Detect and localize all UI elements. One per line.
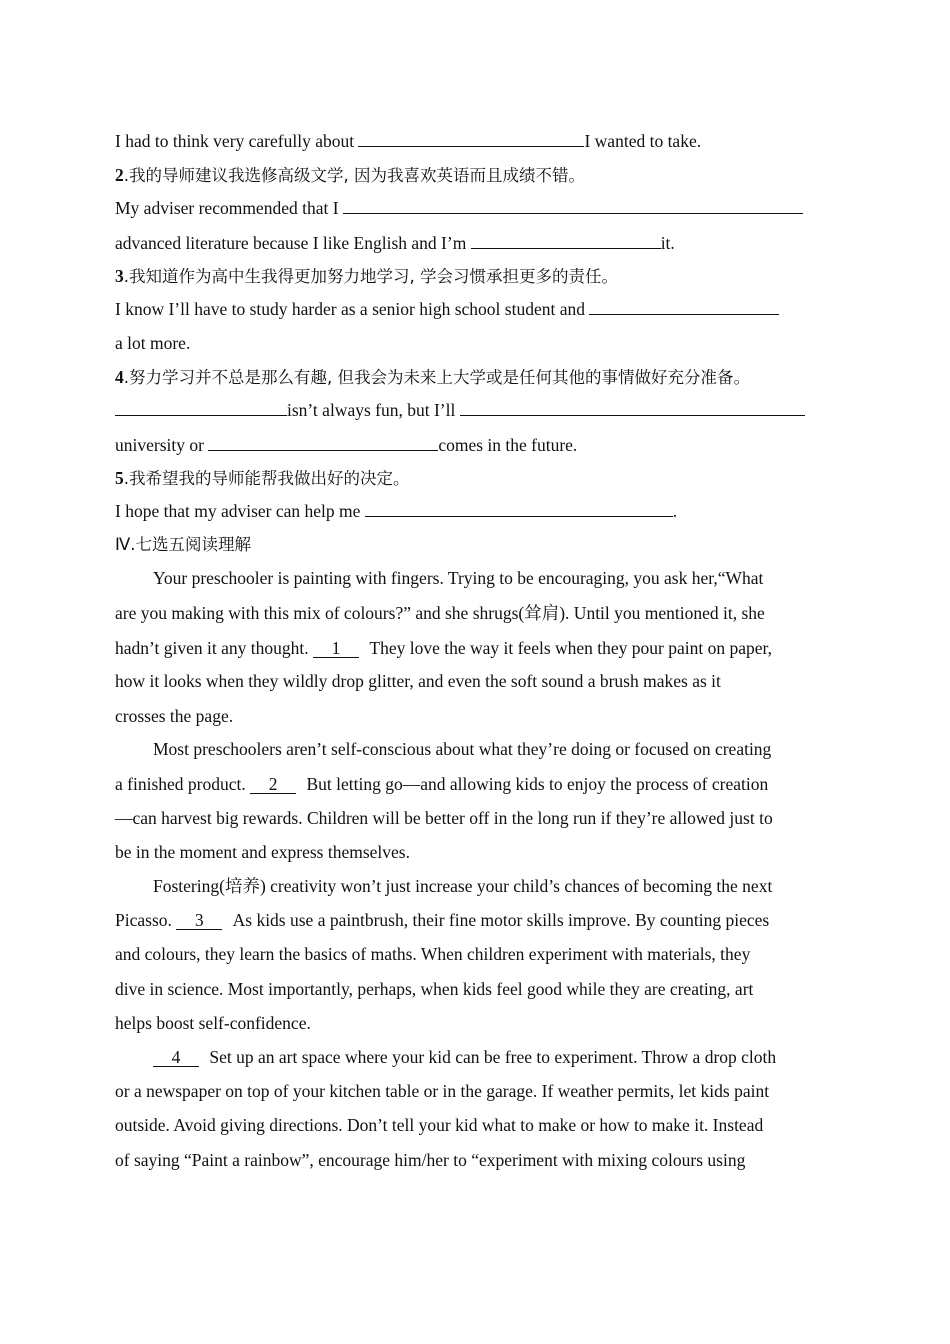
- blank-4[interactable]: 4: [153, 1048, 199, 1067]
- text: advanced literature because I like English and I’m: [115, 233, 467, 253]
- text: a finished product.: [115, 774, 246, 794]
- answer-blank[interactable]: [589, 297, 779, 315]
- chinese-prompt: .我知道作为高中生我得更加努力地学习, 学会习惯承担更多的责任。: [123, 267, 618, 286]
- text: I hope that my adviser can help me: [115, 501, 361, 521]
- blank-1[interactable]: 1: [313, 639, 359, 658]
- passage-line: Your preschooler is painting with fingers. Trying to be encouraging, you ask her,“What: [153, 568, 764, 588]
- question-5-chinese: [115, 466, 840, 491]
- passage-line: [153, 1045, 840, 1069]
- question-number: 5: [115, 468, 124, 488]
- question-2-line-1: [115, 196, 840, 220]
- passage-line: Fostering(培养) creativity won’t just increase your child’s chances of becoming the next: [153, 876, 773, 896]
- question-4-chinese: [115, 365, 840, 390]
- answer-blank[interactable]: [343, 196, 803, 214]
- translation-line: [115, 129, 840, 153]
- blank-3[interactable]: 3: [176, 911, 222, 930]
- question-4-line-2: [115, 433, 840, 457]
- text: I wanted to take.: [584, 131, 702, 151]
- chinese-prompt: .我希望我的导师能帮我做出好的决定。: [123, 469, 410, 488]
- text: I had to think very carefully about: [115, 131, 355, 151]
- text: I know I’ll have to study harder as a senior high school student and: [115, 299, 585, 319]
- answer-blank[interactable]: [115, 398, 287, 416]
- passage-line: be in the moment and express themselves.: [115, 842, 410, 862]
- passage-line: and colours, they learn the basics of maths. When children experiment with materials, they: [115, 944, 751, 964]
- text: Picasso.: [115, 910, 172, 930]
- answer-blank[interactable]: [460, 398, 805, 416]
- question-3-line-1: [115, 297, 840, 321]
- text: isn’t always fun, but I’ll: [287, 400, 456, 420]
- passage-line: [115, 908, 840, 932]
- passage-line: [115, 772, 840, 796]
- passage-line: how it looks when they wildly drop glitter, and even the soft sound a brush makes as it: [115, 671, 721, 691]
- answer-blank[interactable]: [471, 231, 661, 249]
- passage-line: outside. Avoid giving directions. Don’t tell your kid what to make or how to make it. Instead: [115, 1115, 764, 1135]
- question-number: 3: [115, 266, 124, 286]
- text: a lot more.: [115, 333, 191, 353]
- chinese-prompt: .努力学习并不总是那么有趣, 但我会为未来上大学或是任何其他的事情做好充分准备。: [123, 368, 750, 387]
- passage-line: are you making with this mix of colours?” and she shrugs(耸肩). Until you mentioned it, she: [115, 603, 765, 623]
- answer-blank[interactable]: [365, 499, 673, 517]
- text: hadn’t given it any thought.: [115, 638, 309, 658]
- text: university or: [115, 435, 204, 455]
- question-number: 4: [115, 367, 124, 387]
- text: They love the way it feels when they pour paint on paper,: [369, 638, 773, 658]
- text: Set up an art space where your kid can be free to experiment. Throw a drop cloth: [209, 1047, 777, 1067]
- answer-blank[interactable]: [208, 433, 438, 451]
- question-number: 2: [115, 165, 124, 185]
- section-heading: Ⅳ.七选五阅读理解: [115, 535, 251, 554]
- question-5-line-1: [115, 499, 840, 523]
- question-2-chinese: [115, 163, 840, 188]
- passage-line: of saying “Paint a rainbow”, encourage him/her to “experiment with mixing colours using: [115, 1150, 746, 1170]
- text: comes in the future.: [438, 435, 578, 455]
- passage-line: crosses the page.: [115, 706, 234, 726]
- text: But letting go—and allowing kids to enjoy the process of creation: [306, 774, 769, 794]
- text: As kids use a paintbrush, their fine motor skills improve. By counting pieces: [232, 910, 770, 930]
- passage-line: helps boost self-confidence.: [115, 1013, 311, 1033]
- chinese-prompt: .我的导师建议我选修高级文学, 因为我喜欢英语而且成绩不错。: [123, 166, 585, 185]
- passage-line: —can harvest big rewards. Children will be better off in the long run if they’re allowed just to: [115, 808, 773, 828]
- question-4-line-1: [115, 398, 840, 422]
- text: it.: [660, 233, 675, 253]
- passage-line: Most preschoolers aren’t self-conscious about what they’re doing or focused on creating: [153, 739, 772, 759]
- question-2-line-2: [115, 231, 840, 255]
- passage-line: dive in science. Most importantly, perhaps, when kids feel good while they are creating, art: [115, 979, 754, 999]
- passage-line: [115, 636, 840, 660]
- text: .: [672, 501, 678, 521]
- text: My adviser recommended that I: [115, 198, 339, 218]
- question-3-chinese: [115, 264, 840, 289]
- blank-2[interactable]: 2: [250, 775, 296, 794]
- answer-blank[interactable]: [358, 129, 584, 147]
- passage-line: or a newspaper on top of your kitchen table or in the garage. If weather permits, let kids paint: [115, 1081, 770, 1101]
- question-3-line-2: [115, 331, 840, 355]
